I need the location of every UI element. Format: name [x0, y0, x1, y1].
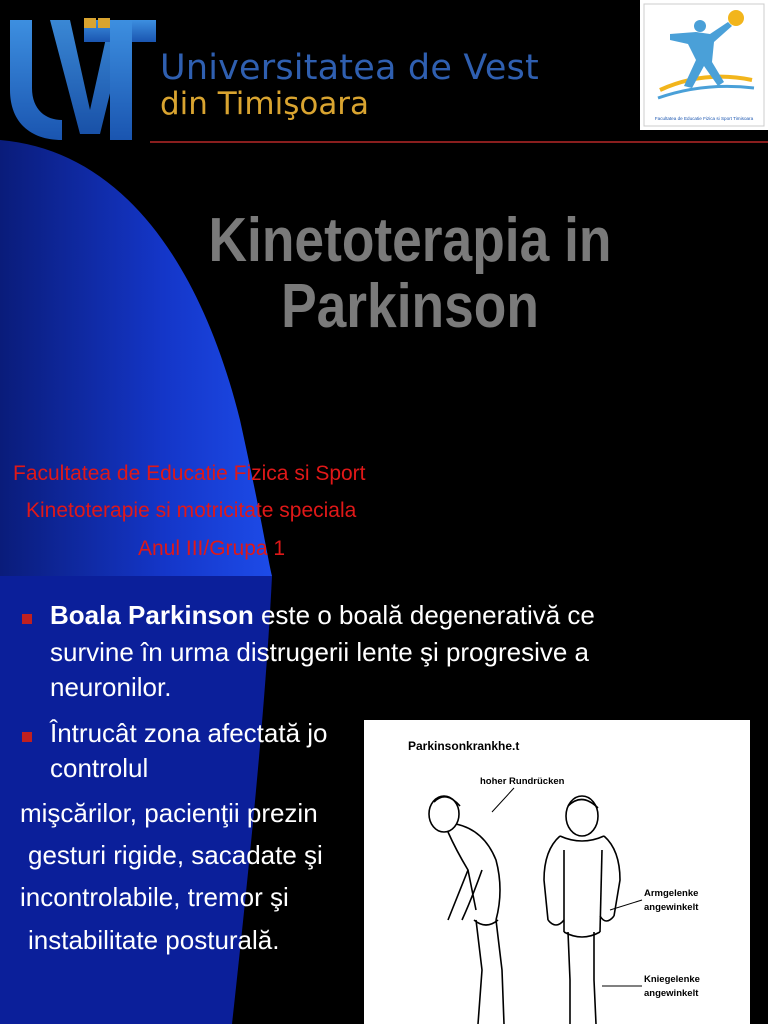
bullet-2-line1: Întrucât zona afectată jo — [50, 718, 328, 748]
subtitle-specialization: Kinetoterapie si motricitate speciala — [26, 499, 357, 522]
subtitle-faculty: Facultatea de Educatie Fizica si Sport — [13, 462, 366, 485]
label-arm-1: Armgelenke — [644, 888, 699, 899]
label-knee-2: angewinkelt — [644, 988, 699, 999]
bullet-1-bold: Boala Parkinson — [50, 600, 254, 630]
bullet-marker-1 — [22, 614, 32, 624]
paragraph-line4: instabilitate posturală. — [28, 925, 280, 955]
bullet-marker-2 — [22, 732, 32, 742]
label-arm-2: angewinkelt — [644, 902, 699, 913]
bullet-1-line1 — [50, 600, 595, 631]
faculty-logo — [640, 0, 768, 130]
university-name: Universitatea de Vest — [160, 48, 539, 88]
slide-title-line2: Parkinson — [281, 272, 539, 341]
bullet-1-rest: este o boală degenerativă ce — [260, 600, 595, 630]
bullet-1-line2: survine în urma distrugerii lente şi progresive a — [50, 637, 590, 667]
slide-title — [178, 208, 642, 340]
paragraph-line1: mişcărilor, pacienţii prezin — [20, 798, 318, 828]
paragraph-line2: gesturi rigide, sacadate şi — [28, 840, 323, 870]
uvt-logo — [6, 14, 162, 142]
label-back: hoher Rundrücken — [480, 776, 565, 787]
svg-text:Facultatea de Educatie Fizica: Facultatea de Educatie Fizica si Sport Timisoara — [654, 116, 754, 121]
subtitle-group: Anul III/Grupa 1 — [138, 537, 286, 560]
parkinson-posture-figure — [364, 720, 750, 1024]
figure-title: Parkinsonkrankhe.t — [408, 739, 520, 753]
university-city: din Timişoara — [160, 86, 370, 122]
label-knee-1: Kniegelenke — [644, 974, 700, 985]
slide-title-line1: Kinetoterapia in — [208, 206, 612, 275]
header-divider — [150, 141, 768, 143]
bullet-1-line3: neuronilor. — [50, 672, 172, 702]
bullet-2-line2: controlul — [50, 753, 149, 783]
paragraph-line3: incontrolabile, tremor şi — [20, 882, 289, 912]
